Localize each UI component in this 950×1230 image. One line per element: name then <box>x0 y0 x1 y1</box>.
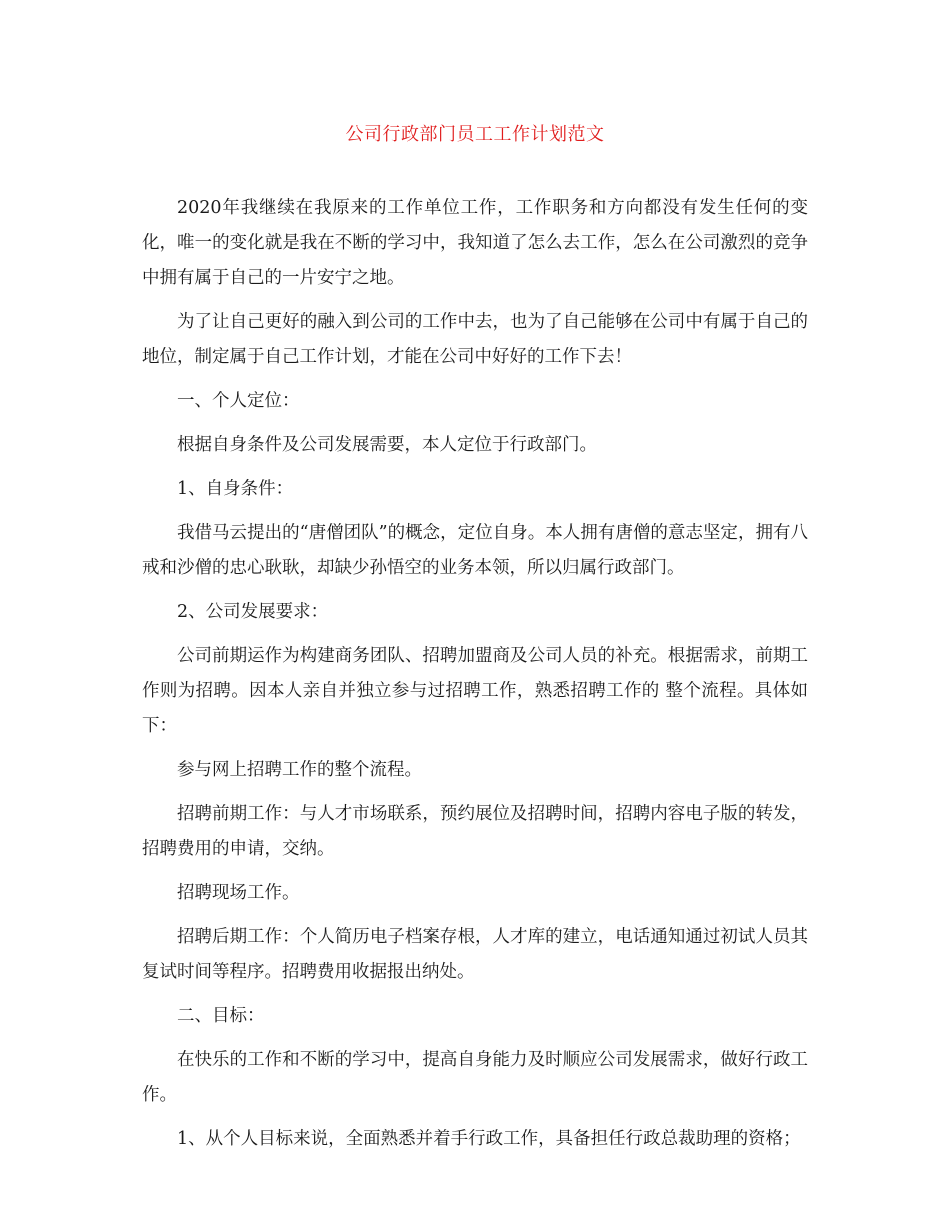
document-title: 公司行政部门员工工作计划范文 <box>345 124 605 145</box>
paragraph-recruiting-onsite: 招聘现场工作。 <box>177 883 300 903</box>
section-heading-positioning: 一、个人定位： <box>177 391 300 411</box>
paragraph-company-requirements: 公司前期运作为构建商务团队、招聘加盟商及公司人员的补充。根据需求，前期工作则为招聘。因本人亲自并独立参与过招聘工作，熟悉招聘工作的 整个流程。具体如下： <box>142 646 808 736</box>
subheading-company-requirements: 2、公司发展要求： <box>177 602 329 622</box>
paragraph-recruiting-preparation: 招聘前期工作：与人才市场联系，预约展位及招聘时间，招聘内容电子版的转发，招聘费用的申请，交纳。 <box>142 804 808 859</box>
paragraph-goals: 在快乐的工作和不断的学习中，提高自身能力及时顺应公司发展需求，做好行政工作。 <box>142 1050 808 1105</box>
subheading-own-conditions: 1、自身条件： <box>177 479 294 499</box>
paragraph-purpose: 为了让自己更好的融入到公司的工作中去，也为了自己能够在公司中有属于自己的地位，制定属于自己工作计划，才能在公司中好好的工作下去！ <box>142 312 808 367</box>
paragraph-own-conditions: 我借马云提出的“唐僧团队”的概念，定位自身。本人拥有唐僧的意志坚定，拥有八戒和沙僧的忠心耿耿，却缺少孙悟空的业务本领，所以归属行政部门。 <box>142 523 808 578</box>
paragraph-personal-goal: 1、从个人目标来说，全面熟悉并着手行政工作，具备担任行政总裁助理的资格； <box>177 1129 801 1149</box>
section-heading-goals: 二、目标： <box>177 1006 265 1026</box>
paragraph-online-recruiting: 参与网上招聘工作的整个流程。 <box>177 760 422 780</box>
paragraph-intro: 2020年我继续在我原来的工作单位工作，工作职务和方向都没有发生任何的变化，唯一的变化就是我在不断的学习中，我知道了怎么去工作，怎么在公司激烈的竞争中拥有属于自己的一片安宁之地。 <box>142 198 808 288</box>
document-body <box>142 191 808 1166</box>
paragraph-recruiting-followup: 招聘后期工作：个人简历电子档案存根，人才库的建立，电话通知通过初试人员其复试时间等程序。招聘费用收据报出纳处。 <box>142 927 808 982</box>
paragraph-positioning: 根据自身条件及公司发展需要，本人定位于行政部门。 <box>177 435 597 455</box>
